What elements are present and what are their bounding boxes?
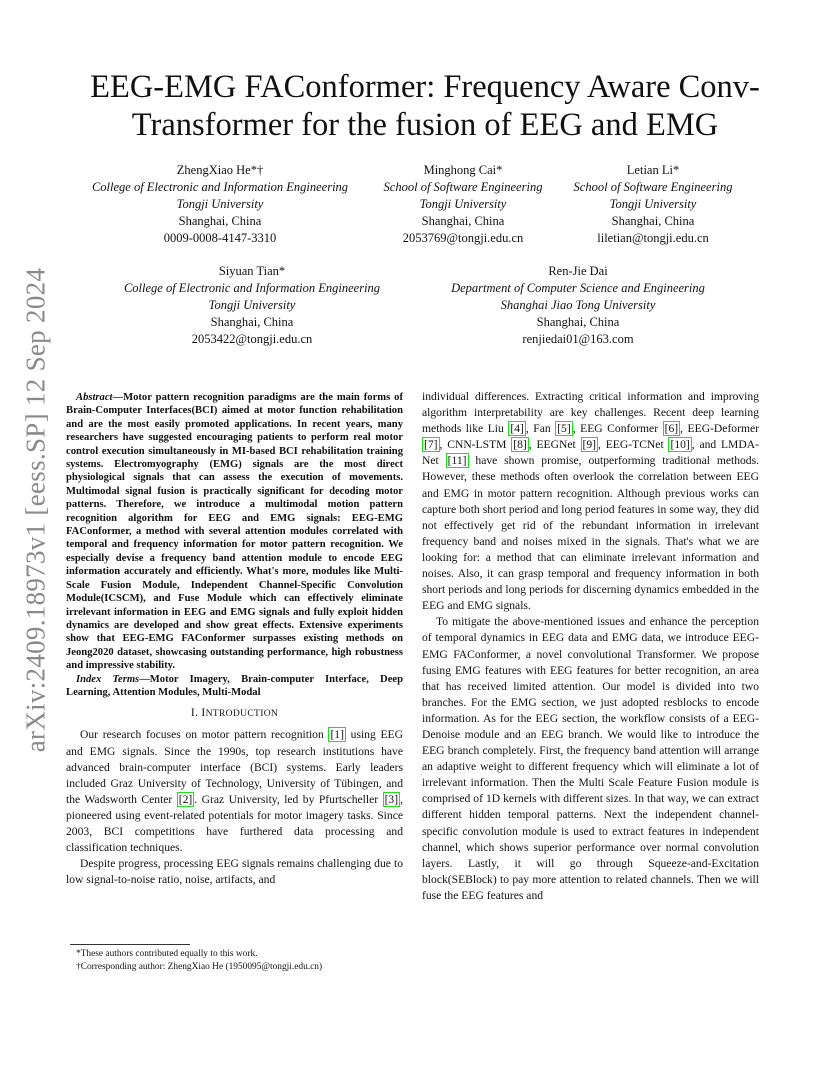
author-orcid: 0009-0008-4147-3310 [163,231,277,245]
citation-link[interactable]: [9] [582,438,597,452]
author-name: Ren-Jie Dai [548,264,608,278]
author-city: Shanghai, China [210,315,294,329]
right-column [422,389,759,904]
author-name: ZhengXiao He*† [176,163,264,177]
intro-paragraph-3: individual differences. Extracting critical information and improving algorithm interpretability are key challenges. Recent deep learning methods like Liu [4] , Fan [5] , EEG Conformer [6] , EEG-Deformer [7] , CNN-LSTM [8] , EEGNet [9] , EEG-TCNet [10] , and LMDA-Net [11] have shown promise, outperforming traditional methods. However, these methods often overlook the correlation between EEG and EMG in motor pattern recognition. Although previous works can capture both short period and long period features in some way, they did not effectively get rid of the rebundant information in irrelevant frequency band and noises mixed in the signals. That's what we are looking for: a method that can eliminate irrelevant information and noises. Also, it can grasp temporal and frequency information in both short periods and long periods for discerning dynamics embedded in the EEG and EMG signals. [422,390,760,613]
author-email[interactable]: 2053422@tongji.edu.cn [191,332,313,346]
abstract-text: —Motor pattern recognition paradigms are the main forms of Brain-Computer Interfaces(BCI) aimed at motor function rehabilitation and are the most easily promoted applications. In recent years, many researchers have suggested encouraging patients to perform real motor control execution simultaneously in MI-based BCI rehabilitation training systems. Electromyography (EMG) signals are the most direct physiological signals that can assess the execution of movements. Multimodal signal fusion is practically significant for decoding motor patterns. Therefore, we introduce a multimodal motion pattern recognition algorithm for EEG and EMG signals: EEG-EMG FAConformer, a method with several attention modules correlated with temporal and frequency information for motor pattern recognition. We especially devise a frequency band attention module to encode EEG information accurately and efficiently. What's more, modules like Multi-Scale Fusion Module, Independent Channel-Specific Convolution Module(ICSCM), and Fuse Module which can effectively eliminate irrelevant information in EEG and EMG signals and fully exploit hidden dynamics are developed and show great effects. Extensive experiments show that EEG-EMG FAConformer surpasses existing methods on Jeong2020 dataset, showcasing outstanding performance, high robustness and impressive stability. [66,392,403,672]
citation-link[interactable]: [3] [384,792,399,806]
abstract-label: Abstract [76,392,113,403]
author-email[interactable]: liletian@tongji.edu.cn [597,231,709,245]
author-4 [92,263,412,348]
intro-paragraph-1: Our research focuses on motor pattern recognition [1] using EEG and EMG signals. Since the 1990s, top research institutions have advanced brain-computer interface (BCI) systems. Early leaders included Graz University of Technology, University of Tübingen, and the Wadsworth Center [2] . Graz University, led by Pfurtscheller [3] , pioneered using event-related potentials for motor imagery tasks. Since 2003, BCI competitions have furthered data processing and classification techniques. [66,728,403,855]
author-email[interactable]: renjiedai01@163.com [522,332,634,346]
author-university: Shanghai Jiao Tong University [500,298,656,312]
section-heading-introduction: I. INTRODUCTION [190,706,279,720]
index-terms-label: Index Terms [76,673,140,685]
author-affiliation: Department of Computer Science and Engineering [451,281,705,295]
citation-link[interactable]: [7] [424,438,438,452]
paper-title: EEG-EMG FAConformer: Frequency Aware Conv-Transformer for the fusion of EEG and EMG [90,69,760,143]
author-email[interactable]: 2053769@tongji.edu.cn [402,231,524,245]
arxiv-stamp: arXiv:2409.18973v1 [eess.SP] 12 Sep 2024 [20,267,51,753]
author-affiliation: College of Electronic and Information Engineering [91,180,349,194]
author-university: Tongji University [176,197,264,211]
citation-link[interactable]: [5] [557,422,571,436]
author-city: Shanghai, China [421,214,505,228]
citation-link[interactable]: [10] [670,438,690,452]
citation-link[interactable]: [1] [330,728,344,742]
citation-link[interactable]: [2] [178,792,193,806]
author-city: Shanghai, China [178,214,262,228]
footnote-rule [70,944,190,945]
author-name: Minghong Cai* [423,163,503,177]
citation-link[interactable]: [11] [447,454,467,468]
footnote-corresponding-author: †Corresponding author: ZhengXiao He (1950095@tongji.edu.cn) [76,961,323,972]
author-affiliation: College of Electronic and Information Engineering [123,281,381,295]
author-3 [558,162,748,247]
footnote-equal-contribution: *These authors contributed equally to this work. [76,949,258,959]
author-university: Tongji University [208,298,296,312]
author-city: Shanghai, China [611,214,695,228]
footnotes [70,948,410,973]
intro-paragraph-2: Despite progress, processing EEG signals remains challenging due to low signal-to-noise ratio, noise, artifacts, and [66,857,403,887]
author-affiliation: School of Software Engineering [383,180,543,194]
abstract [66,391,403,673]
author-name: Siyuan Tian* [218,264,286,278]
author-university: Tongji University [609,197,697,211]
author-name: Letian Li* [626,163,680,177]
left-column [66,391,403,888]
author-affiliation: School of Software Engineering [573,180,733,194]
index-terms [66,673,403,700]
citation-link[interactable]: [4] [510,422,524,436]
author-university: Tongji University [419,197,507,211]
author-5 [418,263,738,348]
index-terms-text: —Motor Imagery, Brain-computer Interface, Deep Learning, Attention Modules, Multi-Modal [66,673,403,698]
citation-link[interactable]: [8] [513,438,527,452]
citation-link[interactable]: [6] [664,422,679,436]
author-2 [368,162,558,247]
author-1 [60,162,380,247]
intro-paragraph-4: To mitigate the above-mentioned issues and enhance the perception of temporal dynamics in EEG data and EMG data, we introduce EEG-EMG FAConformer, a novel convolutional Transformer. We propose fusing EMG features with EEG features for better recognition, an area that has received limited attention. Our model is divided into two branches. For the EMG section, we just adopted resblocks to encode information. As for the EEG section, the workflow consists of a EEG-Denoise module and an EEG branch. We would like to introduce the EEG branch completely. First, the frequency band attention will arrange an adaptive weight to different frequency which will eliminate a lot of irrelevant information. Then the Multi Scale Feature Fusion module is comprised of 1D kernels with different sizes. In that way, we can extract different hidden temporal patterns. Next the independent channel-specific convolution module is used to extract features in independent channel, which shows superior performance over normal convolution layers. Lastly, it will go through Squeeze-and-Excitation block(SEBlock) to pay more attention to related channels. Then we will fuse the EEG features and [422,615,759,902]
author-city: Shanghai, China [536,315,620,329]
